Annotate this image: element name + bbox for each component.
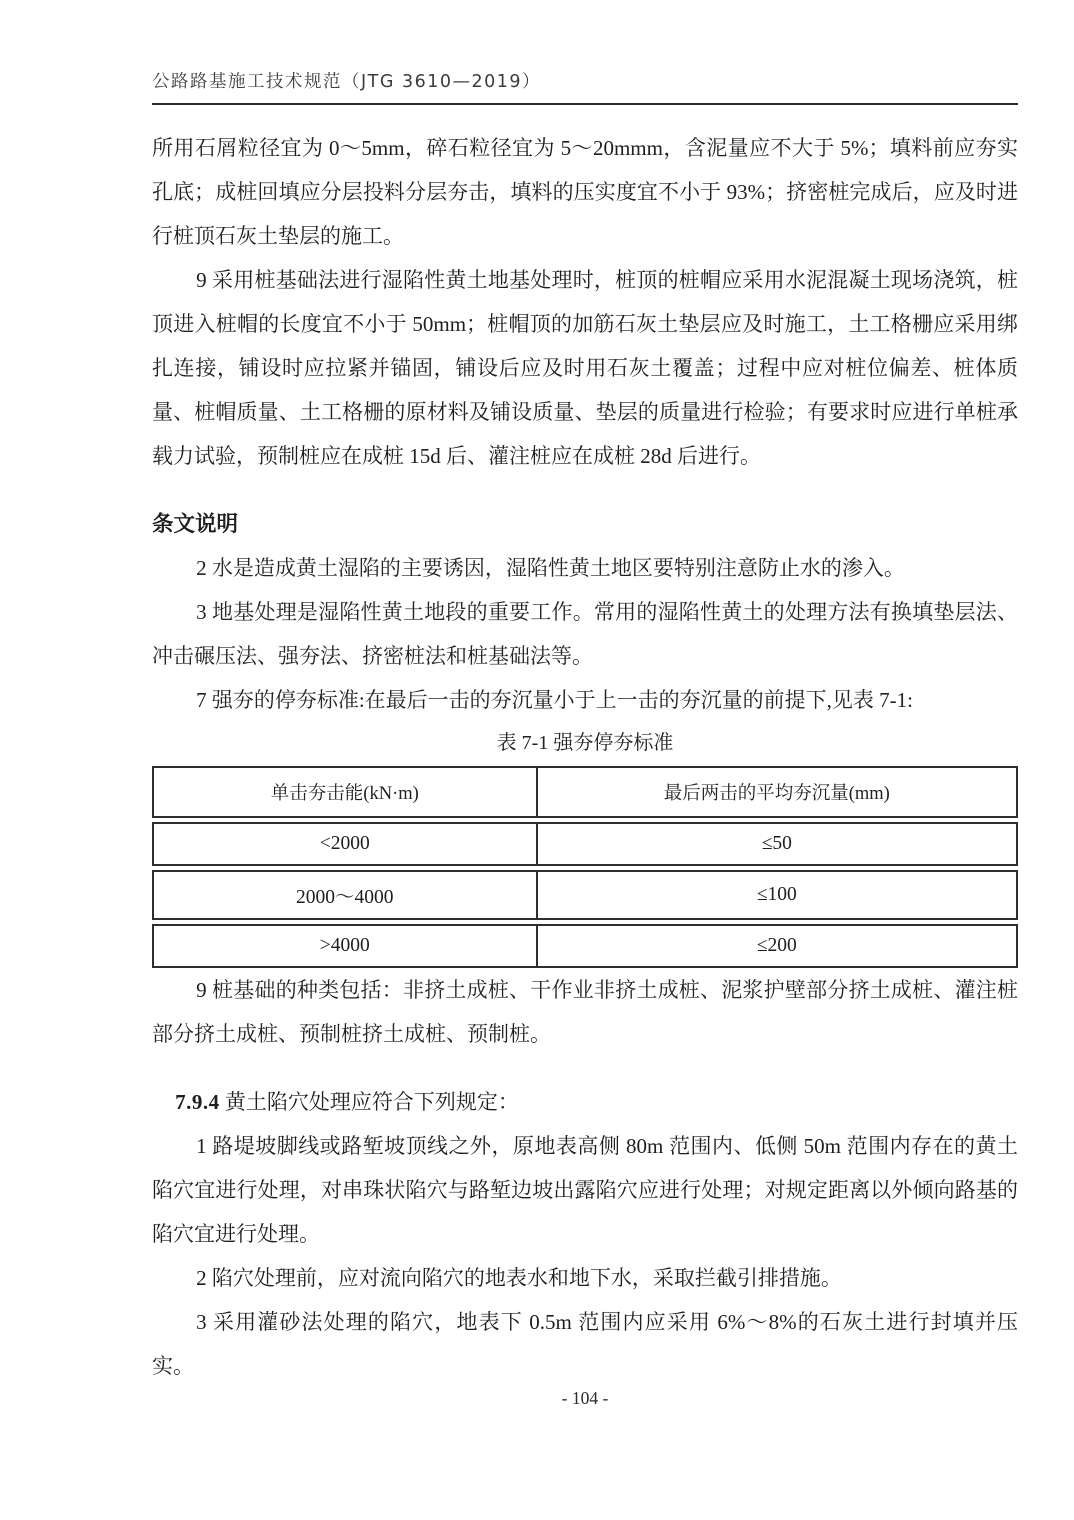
- table-header-energy: 单击夯击能(kN·m): [154, 768, 538, 816]
- commentary-item-2: 2 水是造成黄土湿陷的主要诱因，湿陷性黄土地区要特别注意防止水的渗入。: [196, 556, 905, 580]
- clause-794-number: 7.9.4: [175, 1090, 220, 1114]
- page-body: [152, 126, 1018, 1388]
- table-cell-energy: >4000: [154, 926, 538, 966]
- table-row: [152, 822, 1018, 866]
- commentary-item-7: 7 强夯的停夯标准:在最后一击的夯沉量小于上一击的夯沉量的前提下,见表 7-1:: [196, 688, 914, 712]
- table-row: [152, 924, 1018, 968]
- commentary-item-3: 3 地基处理是湿陷性黄土地段的重要工作。常用的湿陷性黄土的处理方法有换填垫层法、冲击碾压法、强夯法、挤密桩法和桩基础法等。: [152, 600, 1018, 668]
- table-cell-settlement: ≤100: [756, 884, 797, 905]
- running-header: [152, 68, 1018, 105]
- paragraph-item-9: 9 采用桩基础法进行湿陷性黄土地基处理时，桩顶的桩帽应采用水泥混凝土现场浇筑，桩顶进入桩帽的长度宜不小于 50mm；桩帽顶的加筋石灰土垫层应及时施工，土工格栅应采用绑扎连接，铺设时应拉紧并锚固，铺设后应及时用石灰土覆盖；过程中应对桩位偏差、桩体质量、桩帽质量、土工格栅的原材料及铺设质量、垫层的质量进行检验；有要求时应进行单桩承载力试验，预制桩应在成桩 15d 后、灌注桩应在成桩 28d 后进行。: [152, 268, 1018, 468]
- clause-794-item-1: 1 路堤坡脚线或路堑坡顶线之外，原地表高侧 80m 范围内、低侧 50m 范围内存在的黄土陷穴宜进行处理，对串珠状陷穴与路堑边坡出露陷穴应进行处理；对规定距离以外倾向路基的陷穴宜进行处理。: [152, 1134, 1018, 1246]
- commentary-item-9: 9 桩基础的种类包括：非挤土成桩、干作业非挤土成桩、泥浆护壁部分挤土成桩、灌注桩部分挤土成桩、预制桩挤土成桩、预制桩。: [152, 978, 1018, 1046]
- table-cell-settlement: ≤200: [756, 935, 797, 956]
- paragraph-continuation: 所用石屑粒径宜为 0～5mm，碎石粒径宜为 5～20mmm，含泥量应不大于 5%；填料前应夯实孔底；成桩回填应分层投料分层夯击，填料的压实度宜不小于 93%；挤密桩完成后，应及时进行桩顶石灰土垫层的施工。: [152, 136, 1018, 248]
- table-cell-energy: 2000～4000: [154, 872, 538, 918]
- table-header-settlement: 最后两击的平均夯沉量(mm): [663, 784, 890, 804]
- stop-tamping-table: [152, 766, 1018, 968]
- clause-794-item-3: 3 采用灌砂法处理的陷穴，地表下 0.5m 范围内应采用 6%～8%的石灰土进行封填并压实。: [152, 1310, 1018, 1378]
- table-cell-settlement: ≤50: [761, 833, 792, 854]
- page-number: - 104 -: [561, 1388, 609, 1408]
- table-caption: 表 7-1 强夯停夯标准: [496, 732, 674, 754]
- clause-794-item-2: 2 陷穴处理前，应对流向陷穴的地表水和地下水，采取拦截引排措施。: [196, 1266, 842, 1290]
- clause-794-heading: [152, 1080, 1018, 1124]
- clause-794-title: 黄土陷穴处理应符合下列规定：: [224, 1090, 519, 1114]
- running-header-text: 公路路基施工技术规范（JTG 3610—2019）: [152, 72, 542, 92]
- commentary-heading: 条文说明: [152, 512, 239, 536]
- table-row: [152, 870, 1018, 920]
- table-header-row: [152, 766, 1018, 818]
- table-cell-energy: <2000: [154, 824, 538, 864]
